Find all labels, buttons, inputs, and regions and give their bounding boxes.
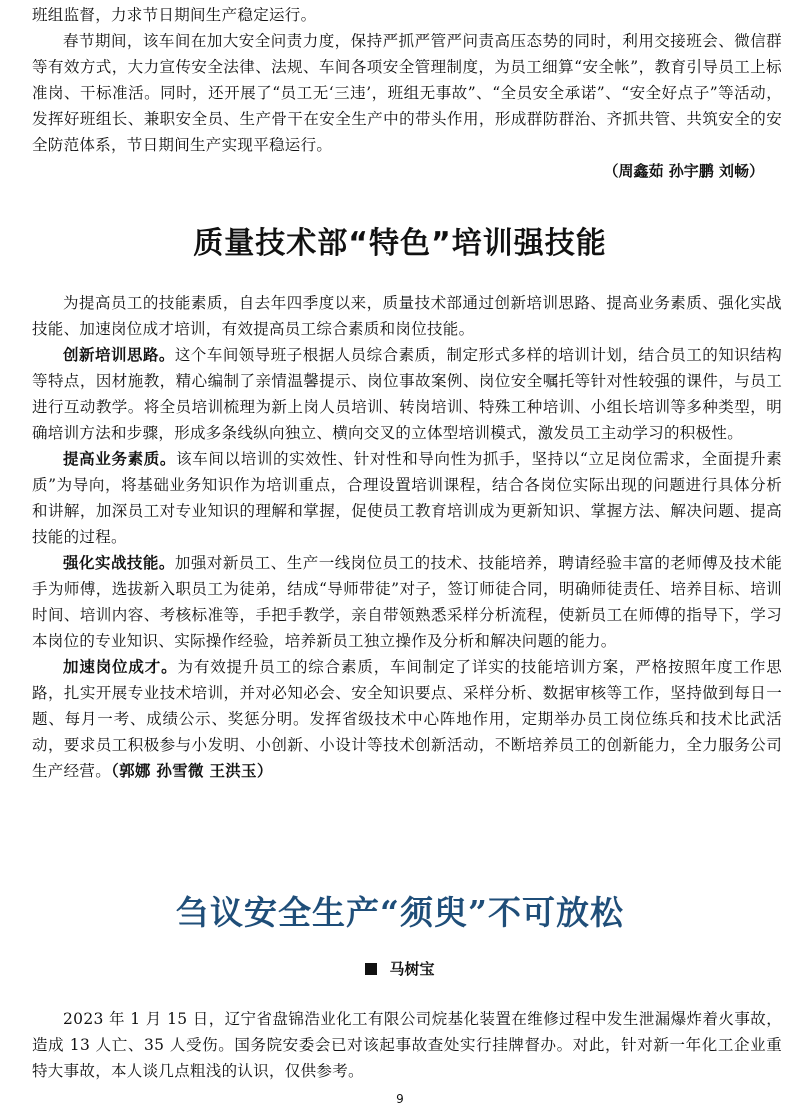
square-bullet-icon	[365, 963, 377, 975]
article-authors: （郭娜 孙雪微 王洪玉）	[111, 761, 273, 780]
paragraph	[32, 550, 782, 654]
byline	[0, 958, 800, 979]
paragraph-text: 为有效提升员工的综合素质，车间制定了详实的技能培训方案，严格按照年度工作思路，扎实开展专业技术培训，并对必知必会、安全知识要点、采样分析、数据审核等工作，坚持做到每日一题、每月一考、成绩公示、奖惩分明。发挥省级技术中心阵地作用，定期举办员工岗位练兵和技术比武活动，要求员工积极参与小发明、小创新、小设计等技术创新活动，不断培养员工的创新能力，全力服务公司生产经营。	[32, 658, 782, 780]
paragraph: 春节期间，该车间在加大安全问责力度，保持严抓严管严问责高压态势的同时，利用交接班会、微信群等有效方式，大力宣传安全法律、法规、车间各项安全管理制度，为员工细算“安全帐”，教育引导员工上标准岗、干标准活。同时，还开展了“员工无‘三违’，班组无事故”、“全员安全承诺”、“安全好点子”等活动，发挥好班组长、兼职安全员、生产骨干在安全生产中的带头作用，形成群防群治、齐抓共管、共筑安全的安全防范体系，节日期间生产实现平稳运行。	[32, 32, 782, 154]
paragraph-lead: 加速岗位成才。	[63, 657, 178, 676]
article-authors: （周鑫茹 孙宇鹏 刘畅）	[603, 162, 764, 180]
article-continuation	[32, 2, 782, 184]
paragraph	[32, 342, 782, 446]
article-title: 刍议安全生产“须臾”不可放松	[176, 893, 624, 932]
paragraph-intro: 为提高员工的技能素质，自去年四季度以来，质量技术部通过创新培训思路、提高业务素质、强化实战技能、加速岗位成才培训，有效提高员工综合素质和岗位技能。	[32, 294, 782, 338]
paragraph-text: 这个车间领导班子根据人员综合素质，制定形式多样的培训计划，结合员工的知识结构等特点，因材施教，精心编制了亲情温馨提示、岗位事故案例、岗位安全嘱托等针对性较强的课件，与员工进行互动教学。将全员培训梳理为新上岗人员培训、转岗培训、特殊工种培训、小组长培训等多种类型，明确培训方法和步骤，形成多条线纵向独立、横向交叉的立体型培训模式，激发员工主动学习的积极性。	[32, 346, 782, 442]
paragraph-text: 该车间以培训的实效性、针对性和导向性为抓手，坚持以“立足岗位需求，全面提升素质”为导向，将基础业务知识作为培训重点，合理设置培训课程，结合各岗位实际出现的问题进行具体分析和讲解，加深员工对专业知识的理解和掌握，促使员工教育培训成为更新知识、掌握方法、解决问题、提高技能的过程。	[32, 450, 782, 546]
paragraph-lead: 提高业务素质。	[63, 449, 177, 468]
paragraph-text: 加强对新员工、生产一线岗位员工的技术、技能培养，聘请经验丰富的老师傅及技术能手为师傅，选拔新入职员工为徒弟，结成“导师带徒”对子，签订师徒合同，明确师徒责任、培养目标、培训时间、培训内容、考核标准等，手把手教学，亲自带领熟悉采样分析流程，使新员工在师傅的指导下，学习本岗位的专业知识、实际操作经验，培养新员工独立操作及分析和解决问题的能力。	[32, 554, 782, 650]
paragraph-lead: 创新培训思路。	[63, 345, 175, 364]
author-name: 马树宝	[389, 960, 435, 978]
paragraph-lead: 强化实战技能。	[63, 553, 175, 572]
article-body	[32, 290, 782, 784]
paragraph: 班组监督，力求节日期间生产稳定运行。	[32, 6, 317, 24]
paragraph-intro: 2023 年 1 月 15 日，辽宁省盘锦浩业化工有限公司烷基化装置在维修过程中发生泄漏爆炸着火事故，造成 13 人亡、35 人受伤。国务院安委会已对该起事故查处实行挂牌督办。对此，针对新一年化工企业重特大事故，本人谈几点粗浅的认识，仅供参考。	[32, 1010, 782, 1080]
article-body	[32, 1006, 782, 1084]
paragraph	[32, 654, 782, 784]
page-number: 9	[396, 1092, 404, 1106]
paragraph	[32, 446, 782, 550]
article-title: 质量技术部“特色”培训强技能	[193, 226, 607, 261]
